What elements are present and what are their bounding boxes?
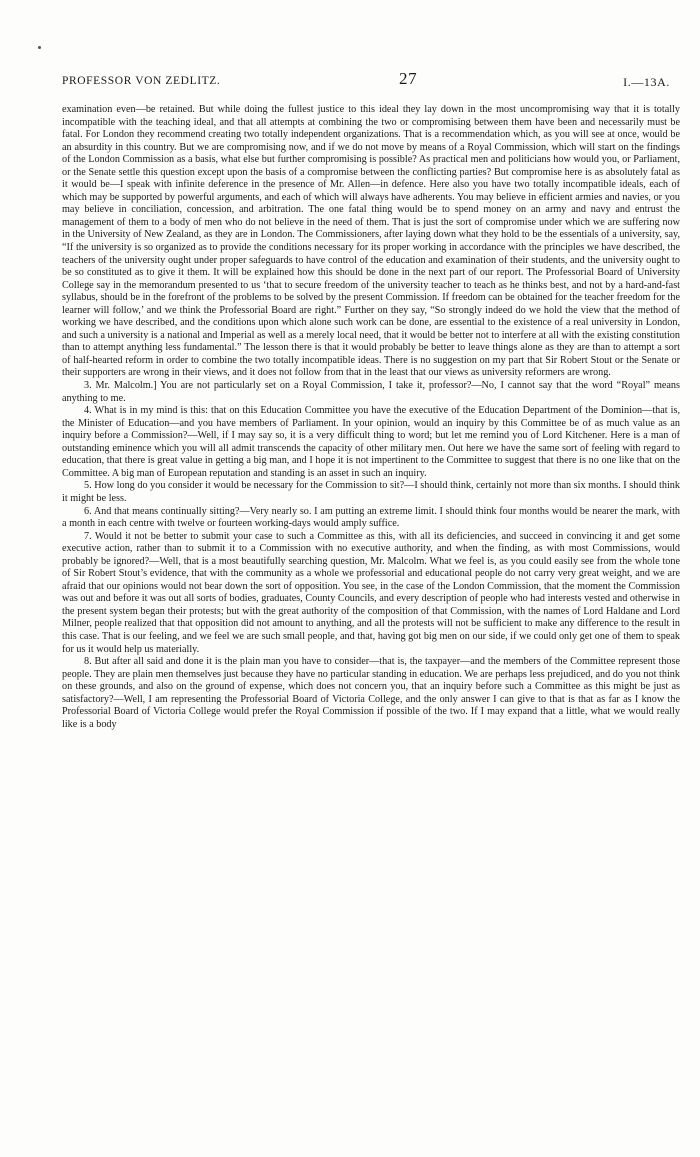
- question-3: 3. Mr. Malcolm.] You are not particularly set on a Royal Commission, I take it, professor?—No, I cannot say that the word “Royal” means anything to me.: [62, 380, 680, 404]
- paragraph-continuation: examination even—be retained. But while doing the fullest justice to this ideal they lay down in the most uncompromising way that it is totally incompatible with the teaching ideal, and that all attempts at combining the two or compromising between them have been and necessarily must be fatal. For London they recommend creating two totally independent organizations. That is a recommendation which, as you will see at once, would be an absurdity in this country. But we are compromising now, and if we do not move by means of a Royal Commission, which will start on the findings of the London Commission as a basis, what else but further compromising is possible? As practical men and politicians how would you, or Parliament, or the Senate settle this question except upon the basis of a compromise between the conflicting parties? But compromise here is as absolutely fatal as it would be—I speak with infinite deference in the presence of Mr. Allen—in defence. Here also you have two totally incompatible ideals, each of which may be supported by powerful arguments, and each of which will always have adherents. You may believe in efficient armies and navies, or you may believe in conciliation, concession, and arbitration. The one fatal thing would be to spend money on an army and navy and entrust the management of them to a body of men who do not believe in the need of them. That is just the sort of compromise under which we are suffering now in the University of New Zealand, as they are in London. The Commissioners, after laying down what they hold to be the essentials of a university, say, “If the university is so organized as to provide the conditions necessary for its proper working in accordance with the principles we have described, the teachers of the university ought under proper safeguards to have control of the education and examination of their students, and the university ought to be so constituted as to give it them. It will be explained how this should be done in the next part of our report. The Professorial Board of University College say in the memorandum presented to us ‘that to secure freedom of the university teacher to teach as he thinks best, and not by a hard-and-fast syllabus, should be in the forefront of the problems to be solved by the present Commission. If freedom can be obtained for the teacher freedom for the learner will follow,’ and we think the Professorial Board are right.” Further on they say, “So strongly indeed do we hold the view that the method of working we have described, and the conditions upon which alone such work can be done, are essential to the existence of a real university in London, and such a university is a national and Imperial as well as a merely local need, that it would be better not to interfere at all with the existing constitution than to attempt anything less fundamental.” The lesson there is that it would probably be better to leave things alone as they are than to attempt a sort of half-hearted reform in order to combine the two totally incompatible ideas. There is no suggestion on my part that Sir Robert Stout or the Senate or their supporters are wrong in their views, and it does not follow from that in the least that our views as university reformers are wrong.: [62, 104, 680, 379]
- running-header: [62, 69, 670, 92]
- body-text: [62, 104, 680, 731]
- question-6: 6. And that means continually sitting?—Very nearly so. I am putting an extreme limit. I should think four months would be nearer the mark, with a month in each centre with twelve or fourteen working-days would amply suffice.: [62, 505, 680, 530]
- question-7: 7. Would it not be better to submit your case to such a Committee as this, with all its deficiencies, and succeed in convincing it and get some executive action, rather than to submit it to a Commission with no executive authority, and when the finding, as with most Commissions, would probably be ignored?—Well, that is a most beautifully searching question, Mr. Malcolm. What we feel is, as you could easily see from the whole tone of Sir Robert Stout’s evidence, that with the community as a whole we professorial and educational people do not carry very great weight, and we are afraid that our opinions would not bear down the sort of opposition. You see, in the case of the London Commission, that the moment the Commission was out and before it was out all sorts of bodies, graduates, County Councils, and every description of people who had interests vested and otherwise in the present system began their protests; but with the great authority of the composition of that Commission, with the names of Lord Haldane and Lord Milner, people realized that that opposition did not amount to anything, and all the protests will not be sufficient to make any difference to the result in this case. That is our feeling, and we feel we are such small people, and that, having got big men on our side, if we could only get one of them to speak for us it would help us materially.: [62, 530, 680, 655]
- question-8: 8. But after all said and done it is the plain man you have to consider—that is, the taxpayer—and the members of the Committee represent those people. They are plain men themselves just because they have no particular standing in education. We are perhaps less prejudiced, and do you not think on these grounds, and also on the ground of expense, which does not concern you, that an inquiry before such a Committee as this might be just as satisfactory?—Well, I am representing the Professorial Board of Victoria College, and the only answer I can give to that is that as far as I know the Professorial Board of Victoria College would prefer the Royal Commission if possible of the two. If I may expand that a little, what we would really like is a body: [62, 656, 680, 730]
- page-number: 27: [399, 69, 418, 88]
- question-4: 4. What is in my mind is this: that on this Education Committee you have the executive of the Education Department of the Dominion—that is, the Minister of Education—and you have members of Parliament. In your opinion, would an inquiry by this Committee be of as much value as an inquiry before a Commission?—Well, if I may say so, it is a very difficult thing to word; but let me remind you of Lord Kitchener. Here is a man of outstanding eminence which you will all admit transcends the capacity of other military men. Out here we have the same sort of feeling with regard to education, that there is great value in getting a big man, and I hope it is not impertinent to the Committee to suggest that there is no one like that on the Committee. A big man of European reputation and standing is an asset in such an inquiry.: [62, 405, 680, 479]
- scan-speck: [38, 46, 41, 49]
- header-speaker: PROFESSOR VON ZEDLITZ.: [62, 75, 221, 87]
- document-reference: I.—13A.: [623, 75, 670, 89]
- question-5: 5. How long do you consider it would be necessary for the Commission to sit?—I should think, certainly not more than six months. I should think it might be less.: [62, 480, 680, 504]
